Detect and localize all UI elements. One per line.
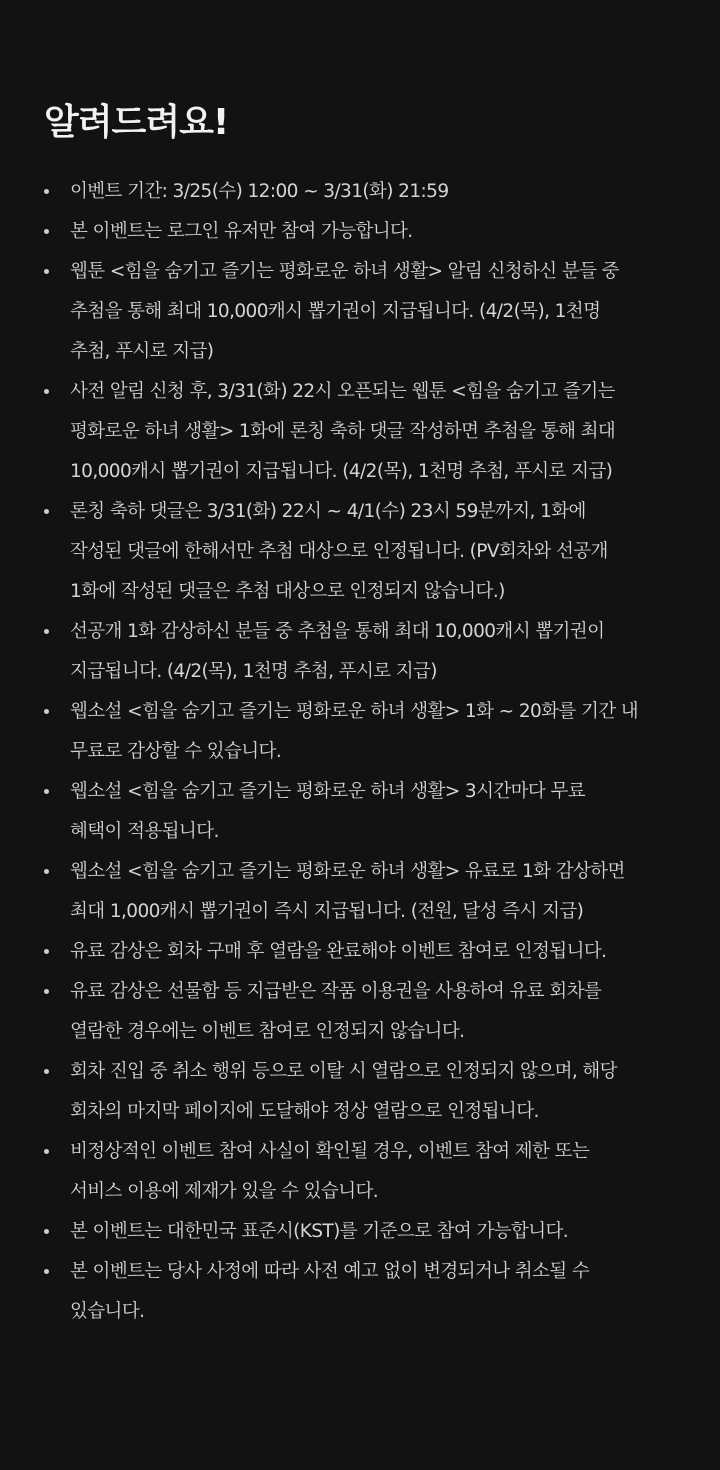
notice-item-webtoon-alarm-reward: 웹툰 <힘을 숨기고 즐기는 평화로운 하녀 생활> 알림 신청하신 분들 중 추첨을 통해 최대 10,000캐시 뽑기권이 지급됩니다. (4/2(목), 1천명 추첨, 푸시로 지급) [44, 252, 720, 372]
notice-list [44, 172, 720, 1332]
notice-item-preview-reward: 선공개 1화 감상하신 분들 중 추첨을 통해 최대 10,000캐시 뽑기권이 지급됩니다. (4/2(목), 1천명 추첨, 푸시로 지급) [44, 612, 720, 692]
notice-item-novel-3hour-free: 웹소설 <힘을 숨기고 즐기는 평화로운 하녀 생활> 3시간마다 무료 혜택이 적용됩니다. [44, 772, 720, 852]
notice-item-novel-free-episodes: 웹소설 <힘을 숨기고 즐기는 평화로운 하녀 생활> 1화 ~ 20화를 기간 내 무료로 감상할 수 있습니다. [44, 692, 720, 772]
notice-item-novel-paid-reward: 웹소설 <힘을 숨기고 즐기는 평화로운 하녀 생활> 유료로 1화 감상하면 최대 1,000캐시 뽑기권이 즉시 지급됩니다. (전원, 달성 즉시 지급) [44, 852, 720, 932]
notice-item-abuse-rule: 비정상적인 이벤트 참여 사실이 확인될 경우, 이벤트 참여 제한 또는 서비스 이용에 제재가 있을 수 있습니다. [44, 1132, 720, 1212]
notice-item-launch-comment-reward: 사전 알림 신청 후, 3/31(화) 22시 오픈되는 웹툰 <힘을 숨기고 즐기는 평화로운 하녀 생활> 1화에 론칭 축하 댓글 작성하면 추첨을 통해 최대 10,000캐시 뽑기권이 지급됩니다. (4/2(목), 1천명 추첨, 푸시로 지급) [44, 372, 720, 492]
notice-item-event-period: 이벤트 기간: 3/25(수) 12:00 ~ 3/31(화) 21:59 [44, 172, 720, 212]
notice-item-change-notice: 본 이벤트는 당사 사정에 따라 사전 예고 없이 변경되거나 취소될 수 있습니다. [44, 1252, 720, 1332]
notice-item-comment-period: 론칭 축하 댓글은 3/31(화) 22시 ~ 4/1(수) 23시 59분까지, 1화에 작성된 댓글에 한해서만 추첨 대상으로 인정됩니다. (PV회차와 선공개 1화에 작성된 댓글은 추첨 대상으로 인정되지 않습니다.) [44, 492, 720, 612]
notice-item-timezone: 본 이벤트는 대한민국 표준시(KST)를 기준으로 참여 가능합니다. [44, 1212, 720, 1252]
notice-item-exit-rule: 회차 진입 중 취소 행위 등으로 이탈 시 열람으로 인정되지 않으며, 해당 회차의 마지막 페이지에 도달해야 정상 열람으로 인정됩니다. [44, 1052, 720, 1132]
notice-title: 알려드려요! [44, 102, 229, 143]
notice-item-login-required: 본 이벤트는 로그인 유저만 참여 가능합니다. [44, 212, 720, 252]
notice-item-paid-view-rule: 유료 감상은 회차 구매 후 열람을 완료해야 이벤트 참여로 인정됩니다. [44, 932, 720, 972]
notice-item-gift-ticket-rule: 유료 감상은 선물함 등 지급받은 작품 이용권을 사용하여 유료 회차를 열람한 경우에는 이벤트 참여로 인정되지 않습니다. [44, 972, 720, 1052]
